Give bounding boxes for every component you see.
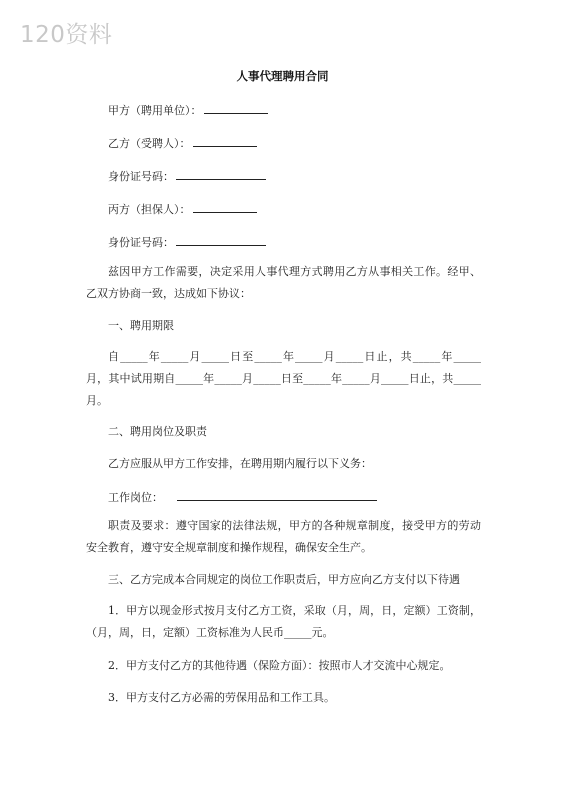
party-c-blank[interactable] (193, 201, 257, 213)
party-b-line (108, 135, 257, 151)
party-c-line (108, 201, 257, 217)
section3-heading: 三、乙方完成本合同规定的岗位工作职责后，甲方应向乙方支付以下待遇 (108, 573, 460, 586)
party-c-id-line (108, 234, 266, 250)
job-post-line (108, 489, 377, 505)
party-a-blank[interactable] (204, 102, 268, 114)
document-title: 人事代理聘用合同 (236, 69, 329, 83)
intro-paragraph: 兹因甲方工作需要，决定采用人事代理方式聘用乙方从事相关工作。经甲、乙双方协商一致，达成如下协议： (86, 265, 481, 300)
party-b-label: 乙方（受聘人）： (108, 137, 191, 150)
party-b-id-line (108, 168, 266, 184)
party-a-line (108, 102, 268, 118)
item3-paragraph: 3．甲方支付乙方必需的劳保用品和工作工具。 (108, 691, 335, 704)
watermark: 120资料 (20, 22, 113, 48)
party-b-id-label: 身份证号码： (108, 170, 174, 183)
party-b-blank[interactable] (193, 135, 257, 147)
section1-paragraph: 自_____年_____月_____日至_____年_____月_____日止，共_____年_____月，其中试用期自_____年_____月_____日至_____年_____月_____日止，共_____月。 (86, 350, 481, 407)
item1-paragraph: 1．甲方以现金形式按月支付乙方工资，采取（月，周，日，定额）工资制，（月，周，日，定额）工资标准为人民币_____元。 (86, 604, 481, 639)
party-c-id-blank[interactable] (176, 234, 266, 246)
section2-heading: 二、聘用岗位及职责 (108, 425, 207, 438)
party-c-label: 丙方（担保人）： (108, 203, 191, 216)
item2-paragraph: 2．甲方支付乙方的其他待遇（保险方面）：按照市人才交流中心规定。 (108, 659, 451, 672)
job-post-blank[interactable] (177, 489, 377, 501)
party-c-id-label: 身份证号码： (108, 236, 174, 249)
section2-paragraph: 乙方应服从甲方工作安排，在聘用期内履行以下义务： (108, 457, 372, 470)
duties-paragraph: 职责及要求：遵守国家的法律法规，甲方的各种规章制度，接受甲方的劳动安全教育，遵守安全规章制度和操作规程，确保安全生产。 (86, 519, 481, 554)
job-post-label: 工作岗位： (108, 491, 163, 504)
section1-heading: 一、聘用期限 (108, 319, 174, 332)
party-b-id-blank[interactable] (176, 168, 266, 180)
party-a-label: 甲方（聘用单位）： (108, 104, 202, 117)
